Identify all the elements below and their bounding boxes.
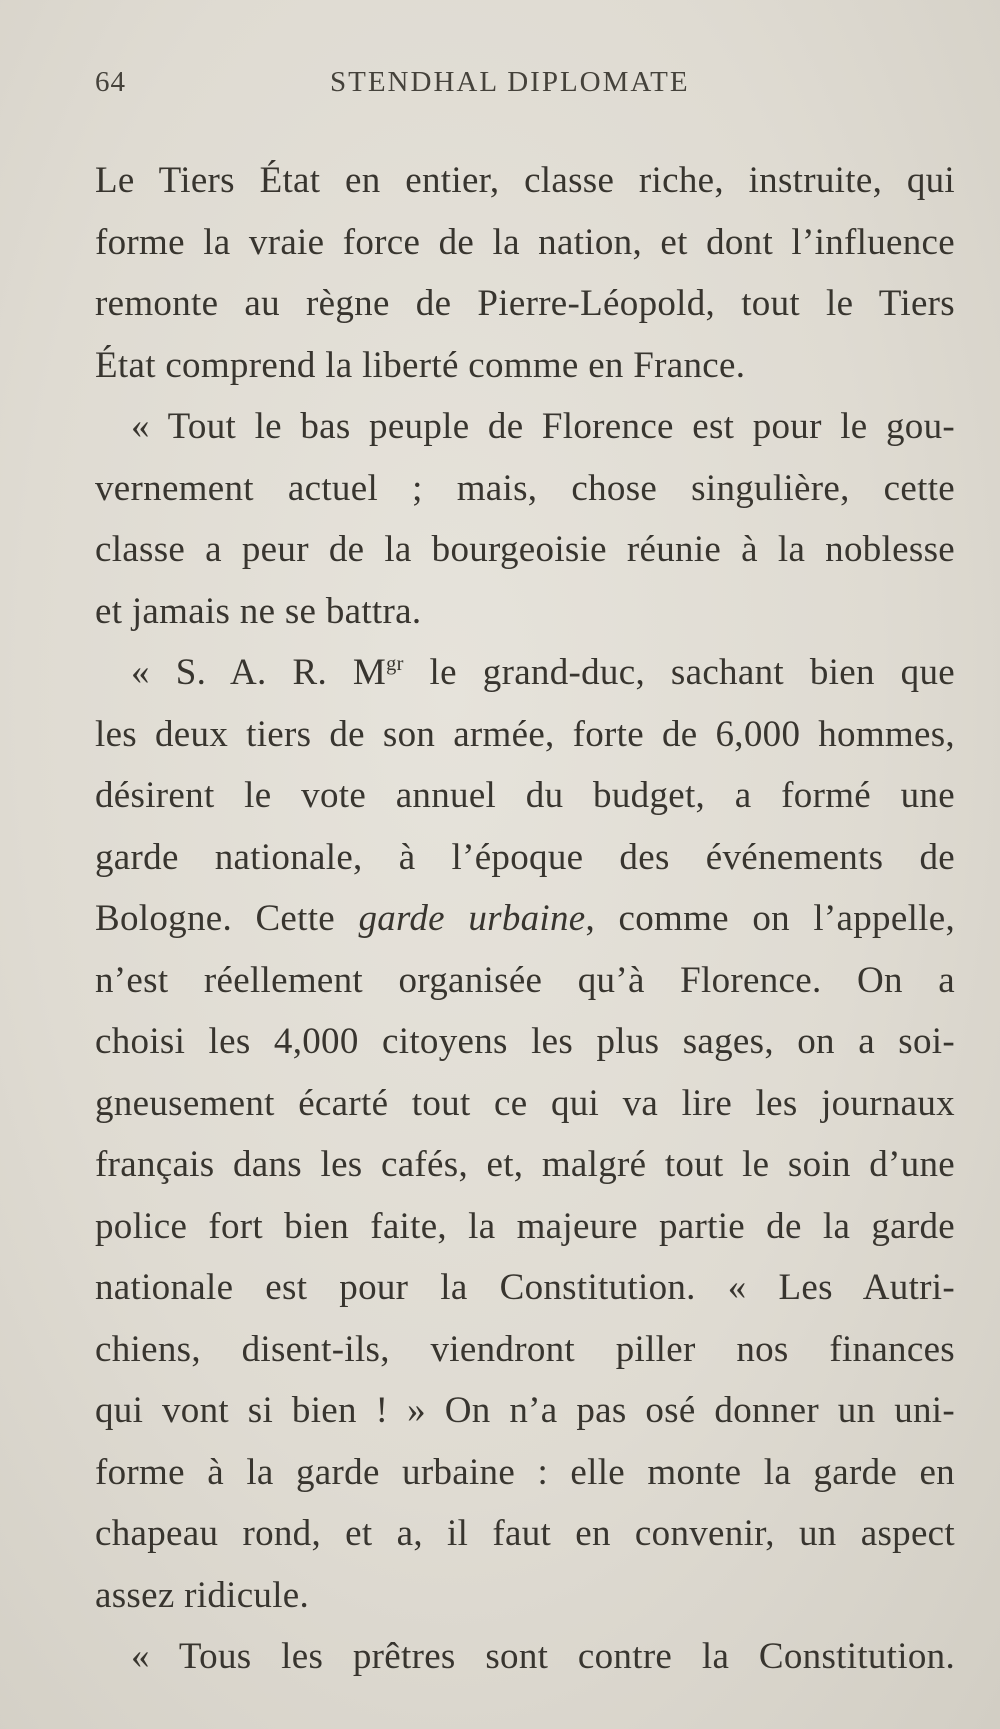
text-line: choisi les 4,000 citoyens les plus sages, on a soi- bbox=[95, 1021, 955, 1062]
italic-phrase: garde urbaine bbox=[358, 898, 586, 939]
text-line: qui vont si bien ! » On n’a pas osé donner un uni- bbox=[95, 1390, 955, 1431]
text-line: n’est réellement organisée qu’à Florence. On a bbox=[95, 959, 955, 1001]
text-line: police fort bien faite, la majeure partie de la garde bbox=[95, 1205, 955, 1247]
text-line: chapeau rond, et a, il faut en convenir, un aspect bbox=[95, 1513, 955, 1554]
text-line: gneusement écarté tout ce qui va lire les journaux bbox=[95, 1082, 955, 1124]
text-line: chiens, disent-ils, viendront piller nos finances bbox=[95, 1328, 955, 1370]
text-line: français dans les cafés, et, malgré tout le soin d’une bbox=[95, 1144, 955, 1185]
page-number: 64 bbox=[95, 66, 126, 98]
text-line: nationale est pour la Constitution. « Les Autri- bbox=[95, 1267, 955, 1308]
text-line bbox=[95, 642, 955, 704]
text-line: assez ridicule. bbox=[95, 1574, 310, 1616]
text-line: « Tout le bas peuple de Florence est pour le gou- bbox=[131, 406, 955, 447]
text-line: classe a peur de la bourgeoisie réunie à la noblesse bbox=[95, 529, 955, 570]
text-segment: « S. A. R. M bbox=[131, 652, 387, 693]
text-line: « Tous les prêtres sont contre la Constitution. bbox=[131, 1636, 955, 1677]
text-line: Le Tiers État en entier, classe riche, instruite, qui bbox=[95, 160, 955, 201]
running-title: STENDHAL DIPLOMATE bbox=[330, 66, 690, 98]
text-line bbox=[95, 888, 955, 950]
text-line: garde nationale, à l’époque des événements de bbox=[95, 836, 955, 878]
text-line: désirent le vote annuel du budget, a formé une bbox=[95, 775, 955, 816]
text-segment: le grand-duc, sachant bien que bbox=[403, 652, 955, 693]
text-line: vernement actuel ; mais, chose singulière, cette bbox=[95, 467, 955, 509]
text-segment: Bologne. Cette bbox=[95, 898, 359, 939]
text-line: forme à la garde urbaine : elle monte la garde en bbox=[95, 1451, 955, 1493]
page-header bbox=[95, 66, 955, 110]
text-line: les deux tiers de son armée, forte de 6,000 hommes, bbox=[95, 713, 955, 755]
text-line: remonte au règne de Pierre-Léopold, tout le Tiers bbox=[95, 283, 955, 324]
text-segment: , comme on l’appelle, bbox=[585, 898, 956, 939]
text-line: forme la vraie force de la nation, et dont l’influence bbox=[95, 221, 955, 263]
text-line: et jamais ne se battra. bbox=[95, 590, 422, 632]
text-line: État comprend la liberté comme en France. bbox=[95, 344, 746, 386]
superscript-abbreviation: gr bbox=[386, 652, 404, 675]
body-text bbox=[95, 150, 955, 1688]
